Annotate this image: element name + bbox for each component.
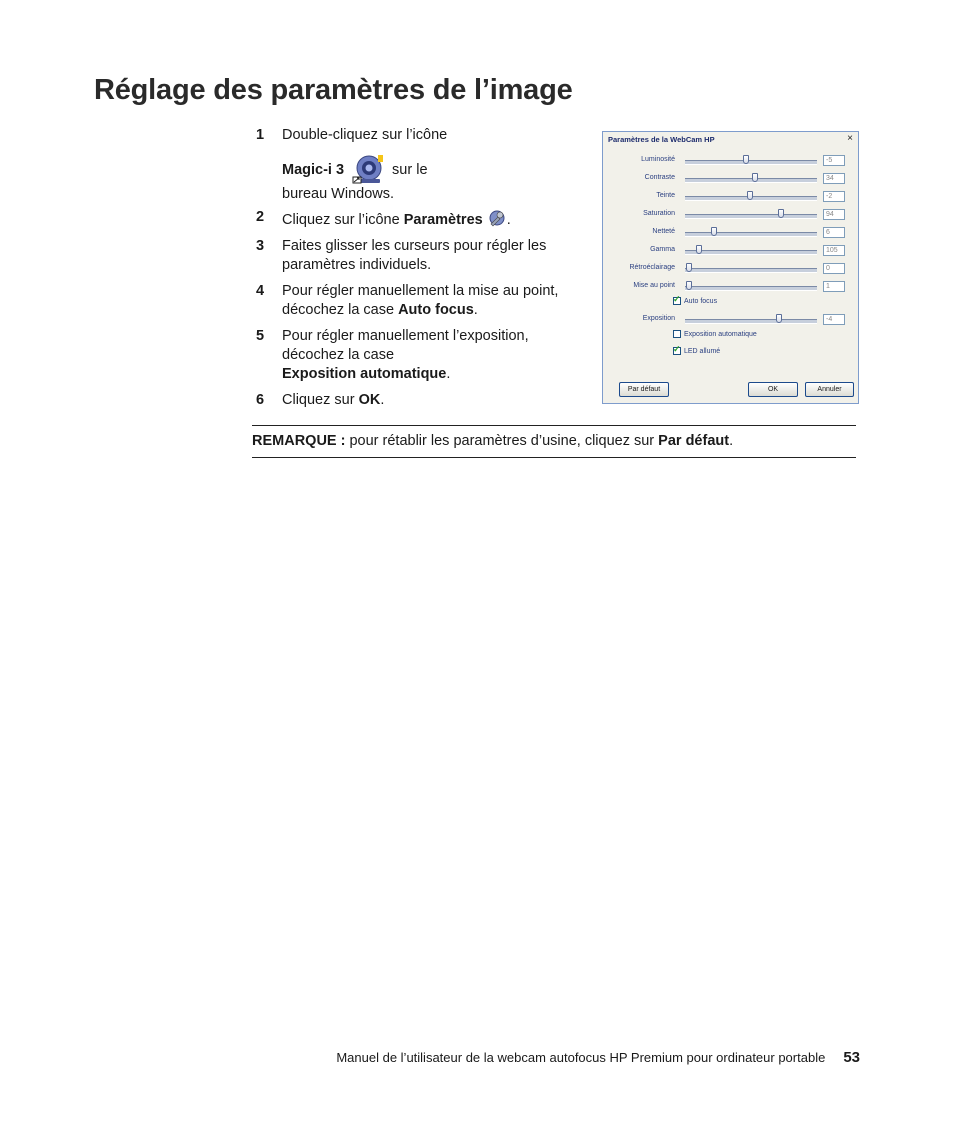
step-bold: Magic-i 3 [282,162,345,178]
slider-thumb[interactable] [686,263,692,272]
magic-i-webcam-icon [352,153,386,185]
step-text: Cliquez sur l’icône [282,212,404,228]
slider-track[interactable] [685,160,817,165]
autofocus-checkbox-row[interactable] [673,295,717,307]
step-1 [256,126,592,204]
slider-label: Contraste [644,174,675,181]
page-title: Réglage des paramètres de l’image [94,74,573,106]
slider-thumb[interactable] [778,209,784,218]
slider-row [603,190,860,206]
step-bold: OK [358,392,381,408]
settings-wrench-icon [487,208,507,228]
step-text: . [506,212,511,228]
default-button[interactable]: Par défaut [619,382,669,397]
slider-track[interactable] [685,250,817,255]
step-bold: Auto focus [398,302,474,318]
slider-value-field[interactable]: 94 [823,209,845,220]
autofocus-label: Auto focus [684,297,718,305]
step-2 [256,208,592,230]
slider-thumb[interactable] [686,281,692,290]
ok-button[interactable]: OK [748,382,798,397]
note-bold: Par défaut [658,433,730,449]
cancel-button[interactable]: Annuler [805,382,854,397]
step-5 [256,327,592,384]
page-footer [326,1049,860,1066]
slider-value-field[interactable]: 105 [823,245,845,256]
slider-row [603,226,860,242]
step-number: 4 [256,283,265,299]
dialog-title: Paramètres de la WebCam HP [608,135,715,144]
slider-track[interactable] [685,268,817,273]
page-number: 53 [843,1049,860,1066]
step-text: . [473,302,478,318]
step-bold: Paramètres [403,212,483,228]
slider-value-field[interactable]: -5 [823,155,845,166]
slider-label: Rétroéclairage [629,264,675,271]
slider-row-exposition [603,313,860,329]
step-number: 1 [256,127,265,143]
step-number: 2 [256,209,265,225]
slider-thumb[interactable] [696,245,702,254]
step-text: Pour régler manuellement la mise au point, décochez la case [282,283,559,318]
exposure-auto-label: Exposition automatique [684,330,757,338]
step-number: 5 [256,328,265,344]
slider-label: Gamma [650,246,675,253]
slider-row [603,154,860,170]
led-checkbox[interactable] [673,347,681,355]
slider-row [603,280,860,296]
slider-track[interactable] [685,214,817,219]
slider-thumb[interactable] [743,155,749,164]
step-text: Pour régler manuellement l’exposition, décochez la case [282,328,529,363]
slider-track[interactable] [685,232,817,237]
led-label: LED allumé [684,347,721,355]
note-box [252,425,856,458]
slider-value-field[interactable]: 34 [823,173,845,184]
step-6 [256,391,592,410]
autofocus-checkbox[interactable] [673,297,681,305]
exposure-slider-thumb[interactable] [776,314,782,323]
slider-track[interactable] [685,286,817,291]
step-text: Cliquez sur [282,392,359,408]
slider-label: Teinte [656,192,675,199]
step-bold: Exposition automatique [282,366,447,382]
slider-label: Luminosité [641,156,675,163]
slider-row [603,244,860,260]
step-3 [256,237,592,275]
slider-value-field[interactable]: -2 [823,191,845,202]
slider-row [603,208,860,224]
exposure-value-field[interactable]: -4 [823,314,845,325]
slider-thumb[interactable] [752,173,758,182]
webcam-settings-dialog [602,131,859,404]
close-icon[interactable]: × [847,133,853,144]
exposure-auto-checkbox-row[interactable] [673,328,757,340]
step-number: 3 [256,238,265,254]
note-label: REMARQUE : [252,433,346,449]
step-number: 6 [256,392,265,408]
led-checkbox-row[interactable] [673,345,720,357]
slider-label: Mise au point [633,282,675,289]
note-text: pour rétablir les paramètres d’usine, cliquez sur [345,433,659,449]
step-4 [256,282,592,320]
exposure-auto-checkbox[interactable] [673,330,681,338]
step-text: . [446,366,451,382]
slider-thumb[interactable] [747,191,753,200]
slider-label: Netteté [652,228,675,235]
slider-value-field[interactable]: 6 [823,227,845,238]
slider-row [603,172,860,188]
step-text: Double-cliquez sur l’icône [282,127,448,143]
slider-value-field[interactable]: 0 [823,263,845,274]
slider-label: Saturation [643,210,675,217]
footer-text: Manuel de l’utilisateur de la webcam autofocus HP Premium pour ordinateur portable [336,1050,826,1065]
slider-value-field[interactable]: 1 [823,281,845,292]
step-text: . [380,392,385,408]
slider-row [603,262,860,278]
slider-label: Exposition [642,315,675,322]
exposure-slider-track[interactable] [685,319,817,324]
step-text: bureau Windows. [282,186,395,202]
step-text: Faites glisser les curseurs pour régler les paramètres individuels. [282,238,547,273]
note-end: . [729,433,734,449]
step-text: sur le [392,162,428,178]
